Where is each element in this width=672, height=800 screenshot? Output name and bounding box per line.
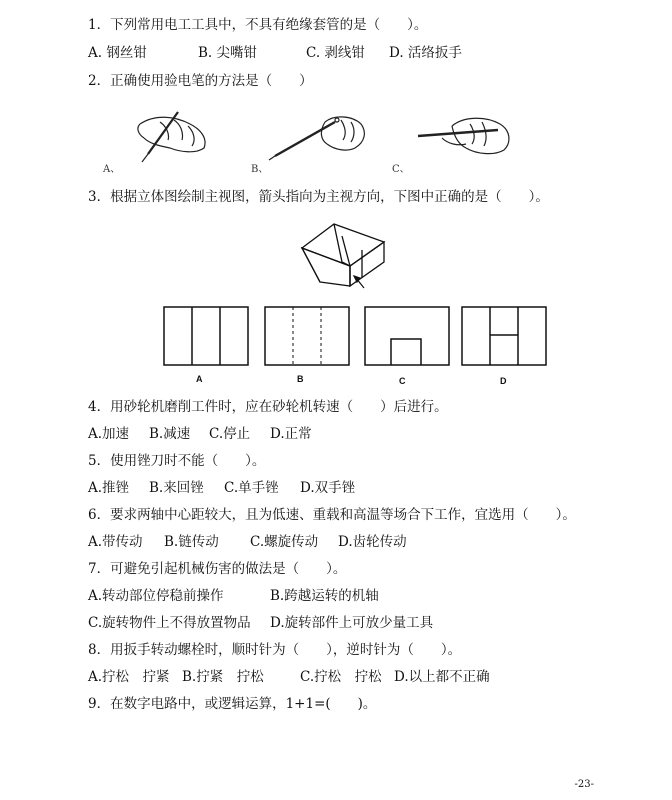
q5-stem: 5．使用锉刀时不能（ ）。 (88, 453, 266, 469)
q1-option-b: B. 尖嘴钳 (198, 45, 258, 61)
q7-option-c: C.旋转物件上不得放置物品 (88, 615, 251, 631)
view-label-c: C (399, 376, 406, 386)
q8-option-a: A.拧松 拧紧 (88, 669, 170, 685)
q4-option-c: C.停止 (209, 426, 251, 442)
q2-label-b: B、 (251, 164, 269, 175)
q5-option-b: B.来回锉 (149, 480, 204, 496)
q7-option-a: A.转动部位停稳前操作 (88, 588, 224, 604)
q5-option-c: C.单手锉 (224, 480, 279, 496)
front-view-d (460, 305, 550, 367)
front-view-a (162, 305, 252, 367)
isometric-solid-image (298, 218, 404, 290)
q8-option-d: D.以上都不正确 (394, 669, 490, 685)
q5-option-d: D.双手锉 (300, 480, 356, 496)
q2-stem: 2．正确使用验电笔的方法是（ ） (88, 73, 313, 89)
q3-stem: 3．根据立体图绘制主视图，箭头指向为主视方向，下图中正确的是（ ）。 (88, 189, 549, 205)
page-number: -23- (574, 779, 594, 790)
q6-stem: 6．要求两轴中心距较大，且为低速、重载和高温等场合下工作，宜选用（ ）。 (88, 507, 576, 523)
view-label-d: D (500, 376, 507, 386)
q7-stem: 7．可避免引起机械伤害的做法是（ ）。 (88, 561, 347, 577)
pen-usage-image-c (412, 110, 522, 166)
q6-option-c: C.螺旋传动 (250, 534, 319, 550)
q2-label-c: C、 (392, 164, 410, 175)
q1-option-a: A. 钢丝钳 (88, 45, 147, 61)
front-view-c (363, 305, 453, 367)
q1-option-c: C. 剥线钳 (306, 45, 365, 61)
front-view-b (263, 305, 353, 367)
q4-option-b: B.减速 (149, 426, 191, 442)
q9-stem: 9．在数字电路中，或逻辑运算，1+1=( )。 (88, 696, 377, 712)
q4-option-a: A.加速 (88, 426, 130, 442)
pen-usage-image-b (255, 108, 375, 174)
q5-option-a: A.推锉 (88, 480, 130, 496)
q4-option-d: D.正常 (270, 426, 312, 442)
q6-option-a: A.带传动 (88, 534, 143, 550)
q7-option-d: D.旋转部件上可放少量工具 (270, 615, 434, 631)
q8-stem: 8．用扳手转动螺栓时，顺时针为（ ），逆时针为（ ）。 (88, 642, 462, 658)
q6-option-b: B.链传动 (164, 534, 219, 550)
q2-label-a: A、 (103, 164, 121, 175)
q1-option-d: D. 活络扳手 (389, 45, 462, 61)
view-label-a: A (196, 374, 203, 384)
q4-stem: 4．用砂轮机磨削工件时，应在砂轮机转速（ ）后进行。 (88, 399, 448, 415)
view-label-b: B (297, 374, 304, 384)
q8-option-c: C.拧松 拧松 (300, 669, 382, 685)
q6-option-d: D.齿轮传动 (338, 534, 407, 550)
q1-stem: 1．下列常用电工工具中，不具有绝缘套管的是（ ）。 (88, 17, 428, 33)
q7-option-b: B.跨越运转的机轴 (270, 588, 379, 604)
q8-option-b: B.拧紧 拧松 (182, 669, 264, 685)
